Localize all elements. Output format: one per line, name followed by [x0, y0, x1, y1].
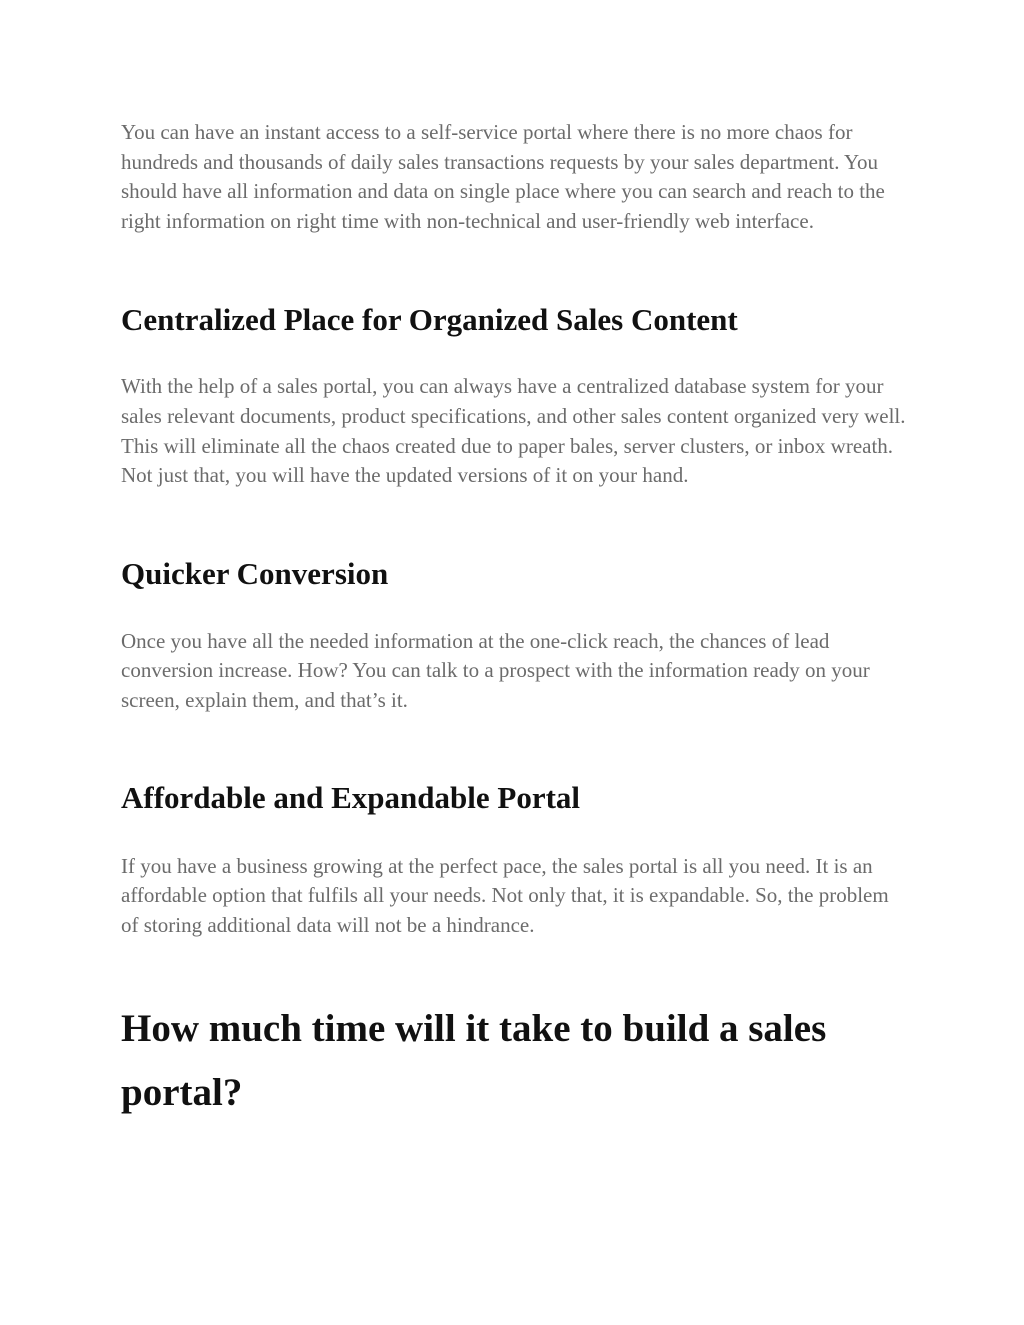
paragraph-affordable-portal: If you have a business growing at the perfect pace, the sales portal is all you need. It is an affordable option that fulfils all your needs. Not only that, it is expandable. So, the problem of storing additional data will not be a hindrance. [121, 853, 889, 937]
heading-affordable-portal: Affordable and Expandable Portal [121, 779, 581, 815]
heading-centralized-place: Centralized Place for Organized Sales Content [121, 302, 738, 338]
heading-quicker-conversion: Quicker Conversion [121, 555, 389, 591]
paragraph-centralized-place: With the help of a sales portal, you can always have a centralized database system for your sales relevant documents, product specifications, and other sales content organized very well. This will eliminate all the chaos created due to paper bales, server clusters, or inbox wreath. Not just that, you will have the updated versions of it on your hand. [121, 374, 906, 488]
intro-paragraph: You can have an instant access to a self-service portal where there is no more chaos for hundreds and thousands of daily sales transactions requests by your sales department. You should have all information and data on single place where you can search and reach to the right information on right time with non-technical and user-friendly web interface. [121, 120, 885, 233]
paragraph-quicker-conversion: Once you have all the needed information at the one-click reach, the chances of lead conversion increase. How? You can talk to a prospect with the information ready on your screen, explain them, and that’s it. [121, 628, 870, 712]
main-heading-build-time: How much time will it take to build a sales portal? [121, 1007, 827, 1115]
document-page [121, 118, 911, 1125]
